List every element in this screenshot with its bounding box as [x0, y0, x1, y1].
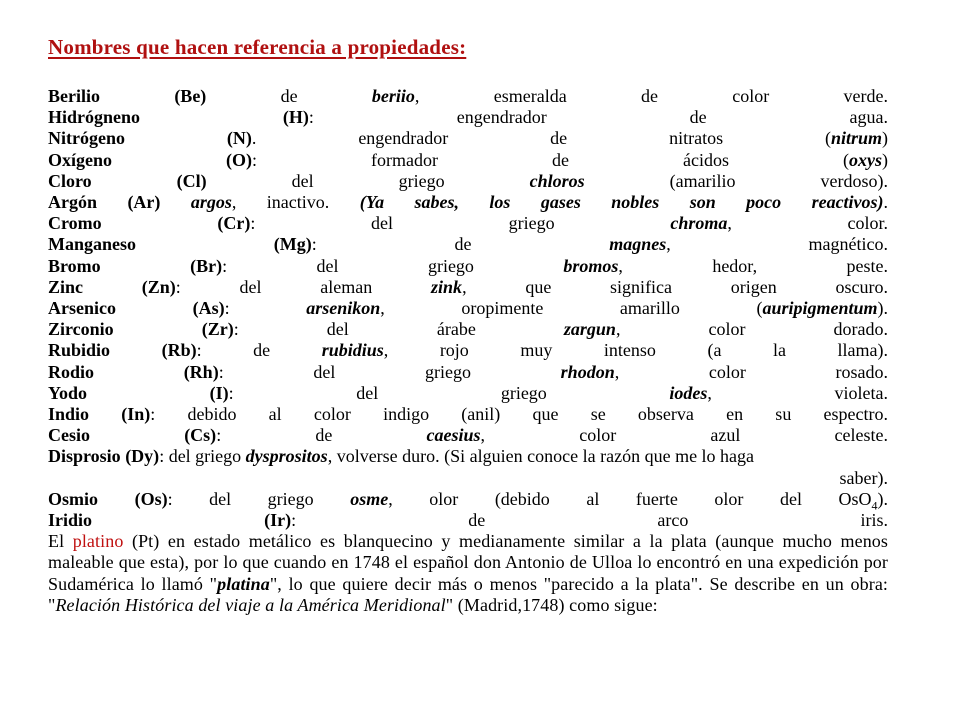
etymology-end: ). [877, 298, 889, 319]
etymology-prefix: : de arco iris. [291, 510, 889, 531]
etymology-end: . [883, 192, 889, 213]
etymology-meaning: , inactivo. [231, 192, 330, 213]
element-name: Argón [48, 192, 97, 213]
element-name: Cesio [48, 425, 90, 446]
platinum-paragraph [48, 531, 888, 616]
list-item [48, 340, 888, 361]
etymology-word: argos [190, 192, 232, 213]
section-heading: Nombres que hacen referencia a propiedades: [48, 35, 467, 59]
list-item [48, 488, 889, 513]
element-symbol: (Ar) [127, 192, 161, 213]
element-name: Rubidio [48, 340, 111, 361]
element-name: Zirconio [48, 319, 114, 340]
etymology-word: caesius [426, 425, 481, 446]
disprosio-entry [48, 446, 888, 531]
etymology-prefix: : de [216, 425, 333, 446]
element-name: Nitrógeno [48, 128, 125, 149]
etymology-meaning: ) [882, 149, 888, 170]
element-name: Hidrógneno [48, 107, 141, 128]
element-symbol: (Ir) [264, 510, 292, 531]
element-symbol: (Cs) [184, 425, 217, 446]
element-symbol: (I) [209, 382, 229, 403]
list-item [48, 150, 888, 171]
formula-subscript: 4 [871, 498, 878, 513]
etymology-word: osme [350, 488, 389, 509]
etymology-meaning: (amarilio verdoso). [584, 170, 889, 191]
etymology-meaning: , que significa origen oscuro. [462, 276, 889, 297]
etymology-meaning: ) [882, 128, 889, 149]
element-symbol: (Zr) [201, 319, 234, 340]
element-name: Manganeso [48, 234, 137, 255]
list-item [48, 362, 888, 383]
element-symbol: (Cr) [217, 213, 251, 234]
etymology-word: dysprositos [245, 446, 328, 467]
slide-content [48, 34, 888, 616]
list-item [48, 319, 888, 340]
etymology-word: beriio [371, 86, 415, 106]
etymology-meaning: , hedor, peste. [618, 255, 889, 276]
etymology-prefix: : del griego [159, 446, 242, 467]
etymology-prefix: : [224, 298, 230, 319]
list-item [48, 107, 888, 128]
paragraph-text-3: ", lo que quiere decir más o menos "parecido a la plata". Se describe en un obra: " [48, 573, 889, 615]
etymology-prefix: : del griego [250, 213, 555, 234]
etymology-word-2: auripigmentum [762, 298, 878, 319]
element-name: Iridio [48, 510, 93, 531]
list-item [48, 404, 888, 425]
etymology-word: nitrum [830, 128, 883, 149]
etymology-word: chloros [529, 170, 585, 191]
element-name: Disprosio [48, 446, 121, 467]
element-symbol: (Zn) [141, 276, 176, 297]
paragraph-text-4: " (Madrid,1748) como sigue: [445, 594, 658, 615]
etymology-meaning: , color azul celeste. [480, 425, 889, 446]
element-symbol: (H) [282, 107, 309, 128]
etymology-meaning: , magnético. [666, 234, 888, 255]
element-symbol: (O) [226, 149, 253, 170]
etymology-prefix: : engendrador de agua. [308, 107, 888, 128]
element-symbol: (Rb) [161, 340, 197, 361]
etymology-word: rhodon [560, 361, 615, 382]
etymology-prefix: : del griego [222, 255, 474, 276]
list-item [48, 383, 888, 404]
element-name: Bromo [48, 255, 101, 276]
book-title: Relación Histórica del viaje a la América Meridional [55, 594, 446, 615]
element-name: Indio [48, 404, 90, 425]
list-item [48, 425, 888, 446]
element-name: Arsenico [48, 298, 116, 319]
element-symbol: (Be) [174, 86, 207, 106]
etymology-meaning: , oropimente amarillo ( [380, 298, 763, 319]
list-item [48, 277, 888, 298]
etymology-prefix: : de [311, 234, 472, 255]
element-name: Rodio [48, 361, 95, 382]
etymology-prefix: : formador de ácidos ( [252, 149, 849, 170]
etymology-meaning: , color. [727, 213, 889, 234]
etymology-prefix: : del árabe [233, 319, 476, 340]
etymology-word: chroma [670, 213, 728, 234]
platina-word: platina [217, 573, 270, 594]
etymology-prefix: de [280, 86, 298, 106]
etymology-meaning: , rojo muy intenso (a la llama). [383, 340, 889, 361]
etymology-word: iodes [669, 382, 708, 403]
etymology-prefix: : de [196, 340, 271, 361]
element-symbol: (In) [121, 404, 151, 425]
etymology-prefix: : debido al color indigo (anil) que se observa en su espectro. [150, 404, 888, 425]
etymology-meaning: , esmeralda de color verde. [414, 86, 889, 106]
etymology-prefix: : del griego [167, 488, 314, 509]
element-symbol: (As) [192, 298, 225, 319]
list-item [48, 298, 888, 319]
etymology-word: rubidius [321, 340, 384, 361]
list-item [48, 192, 888, 213]
etymology-prefix: . engendrador de nitratos ( [251, 128, 831, 149]
etymology-prefix: : del griego [228, 382, 547, 403]
list-item [48, 86, 888, 107]
element-name: Osmio [48, 488, 99, 509]
etymology-meaning: , volverse duro. (Si alguien conoce la razón que me lo haga [327, 446, 755, 467]
list-item [48, 446, 888, 467]
element-name: Cloro [48, 170, 92, 191]
element-name: Zinc [48, 276, 84, 297]
paragraph-text-2: (Pt) en estado metálico es blanquecino y medianamente similar a la plata (aunque mucho menos maleable que esta), por lo que cuando en 1748 el español don Antonio de Ulloa lo encontró en una expedición por Sudamérica lo llamó " [48, 531, 888, 594]
paragraph-text-1: El [48, 531, 73, 552]
etymology-meaning: , olor (debido al fuerte olor del OsO [388, 488, 872, 509]
element-symbol: (Dy) [125, 446, 160, 467]
list-item [48, 234, 888, 255]
list-item-continuation: saber). [839, 467, 888, 488]
list-item [48, 256, 888, 277]
etymology-word: oxys [849, 149, 882, 170]
list-item [48, 171, 888, 192]
etymology-word: arsenikon [306, 298, 381, 319]
platino-highlight: platino [72, 531, 124, 552]
list-item [48, 510, 888, 531]
element-symbol: (N) [226, 128, 252, 149]
etymology-prefix: : del aleman [175, 276, 373, 297]
etymology-word: zink [431, 276, 463, 297]
etymology-note: (Ya sabes, los gases nobles son poco reactivos) [359, 192, 884, 213]
element-symbol: (Br) [190, 255, 223, 276]
etymology-meaning: , color rosado. [614, 361, 889, 382]
element-list [48, 86, 888, 446]
list-item [48, 128, 888, 149]
list-item [48, 213, 888, 234]
etymology-meaning: , violeta. [707, 382, 889, 403]
element-symbol: (Os) [134, 488, 168, 509]
etymology-prefix: del griego [291, 170, 445, 191]
etymology-prefix: : del griego [218, 361, 471, 382]
etymology-word: magnes [609, 234, 667, 255]
element-symbol: (Rh) [183, 361, 219, 382]
element-name: Yodo [48, 382, 88, 403]
element-symbol: (Cl) [176, 170, 207, 191]
element-symbol: (Mg) [273, 234, 312, 255]
element-name: Oxígeno [48, 149, 113, 170]
element-name: Berilio [48, 86, 100, 106]
etymology-end: ). [877, 488, 889, 509]
element-name: Cromo [48, 213, 102, 234]
etymology-word: bromos [563, 255, 619, 276]
etymology-meaning: , color dorado. [615, 319, 889, 340]
etymology-word: zargun [563, 319, 616, 340]
